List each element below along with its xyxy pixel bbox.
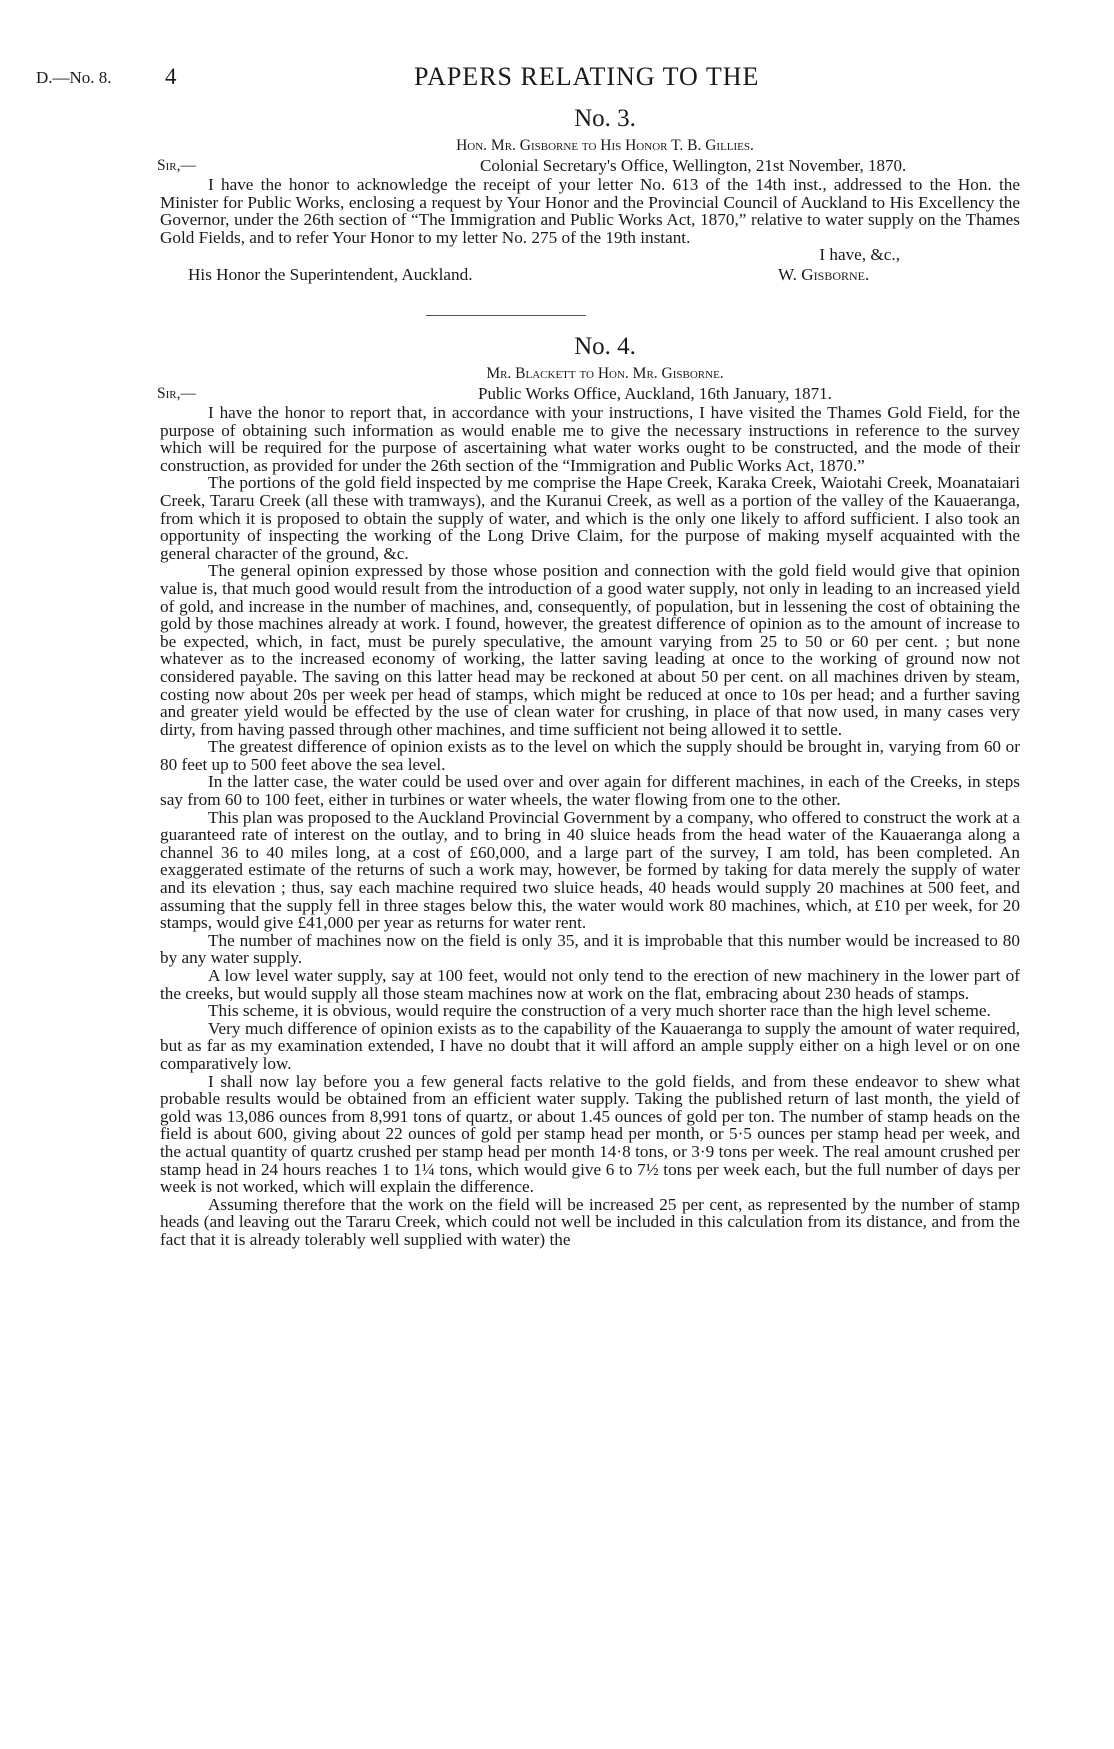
paragraph: Very much difference of opinion exists as to the capability of the Kauaeranga to supply the amount of water required, but as far as my examination extended, I have no doubt that it will afford an ample supply either on a high level or on one comparatively low. [160,1018,1020,1073]
letter-no-4 [157,332,1020,1249]
letter-body [160,404,1020,1249]
dateline: Public Works Office, Auckland, 16th January, 1871. [478,384,832,403]
paper-reference: D.—No. 8. [36,68,112,87]
dateline: Colonial Secretary's Office, Wellington, 21st November, 1870. [480,156,907,175]
paragraph: I have the honor to report that, in accordance with your instructions, I have visited the Thames Gold Field, for the purpose of obtaining such information as would enable me to give the necessary instructions in reference to the survey which will be required for the purpose of ascertaining what water works ought to be constructed, and the mode of their construction, as provided for under the 26th section of the “Immigration and Public Works Act, 1870.” [160,403,1020,475]
letter-number: No. 3. [574,105,636,132]
paragraph: This scheme, it is obvious, would require the construction of a very much shorter race than the high level scheme. [208,1001,991,1021]
closing-row [160,264,1020,286]
paragraph: The general opinion expressed by those whose position and connection with the gold field would give that opinion value is, that much good would result from the introduction of a good water supply, not only in leading to an increased yield of gold, and increase in the number of machines, and, consequently, of population, but in lessening the cost of obtaining the gold by those machines already at work. I found, however, the greatest difference of opinion as to the amount of increase to be expected, which, in fact, must be purely speculative, the amount varying from 25 to 50 or 60 per cent. ; but none whatever as to the increased economy of working, the latter saving leading at once to the working of ground now not considered payable. The saving on this latter head may be reckoned at about 50 per cent. on all machines driven by steam, costing now about 20s per week per head of stamps, which might be reduced at once to 10s per head; and a further saving and greater yield would be effected by the use of clean water for crushing, in place of that now used, in many cases very dirty, from having passed through other machines, and time sufficient not being allowed it to settle. [160,561,1020,739]
paragraph: The greatest difference of opinion exists as to the level on which the supply should be brought in, varying from 60 or 80 feet up to 500 feet above the sea level. [160,737,1020,774]
paragraph: This plan was proposed to the Auckland Provincial Government by a company, who offered to construct the work at a guaranteed rate of interest on the outlay, and to bring in 40 sluice heads from the head water of the Kauaeranga along a channel 36 to 40 miles long, at a cost of £60,000, and a large part of the survey, I am told, has been completed. An exaggerated estimate of the returns of such a work may, however, be formed by taking for data merely the supply of water and its elevation ; thus, say each machine required two sluice heads, 40 heads would supply 20 machines at 500 feet, and assuming that the supply fell in three stages below this, the water would work 80 machines, which, at £10 per week, for 20 stamps, would give £41,000 per year as returns for water rent. [160,807,1020,933]
letter-body [160,176,1020,246]
signature: W. Gisborne. [778,264,870,284]
salutation: Sir,— [157,157,196,174]
page-number: 4 [165,64,177,89]
letter-number: No. 4. [574,333,636,360]
paragraph: A low level water supply, say at 100 feet, would not only tend to the erection of new machinery in the lower part of the creeks, but would supply all those steam machines now at work on the flat, embracing about 230 heads of stamps. [160,966,1020,1003]
paragraph: In the latter case, the water could be used over and over again for different machines, in each of the Creeks, in steps say from 60 to 100 feet, either in turbines or water wheels, the water flowing from one to the other. [160,772,1020,810]
salutation-line [157,384,1020,404]
running-title: PAPERS RELATING TO THE [414,62,760,91]
paragraph: Assuming therefore that the work on the field will be increased 25 per cent, as represented by the number of stamp heads (and leaving out the Tararu Creek, which could not well be included in this calculation from its distance, and from the fact that it is already tolerably well supplied with water) the [160,1194,1020,1249]
closing: I have, &c., [819,245,900,265]
paragraph: I shall now lay before you a few general facts relative to the gold fields, and from these endeavor to shew what probable results would be obtained from an efficient water supply. Taking the published return of last month, the yield of gold was 13,086 ounces from 8,991 tons of quartz, or about 1.45 ounces of gold per ton. The number of stamp heads on the field is about 600, giving about 22 ounces of gold per stamp head per month, or 5·5 ounces per stamp head per week, and the actual quantity of quartz crushed per stamp head per month 14·8 tons, or 3·9 tons per week. The real amount crushed per stamp head in 24 hours reaches 1 to 1¼ tons, which would give 6 to 7½ tons per week each, but the full number of days per week is not worked, which will explain the difference. [160,1071,1020,1197]
paragraph: The number of machines now on the field is only 35, and it is improbable that this number would be increased to 80 by any water supply. [160,930,1020,968]
letter-parties: Mr. Blackett to Hon. Mr. Gisborne. [486,365,724,382]
paragraph: The portions of the gold field inspected by me comprise the Hape Creek, Karaka Creek, Waiotahi Creek, Moanataiari Creek, Tararu Creek (all these with tramways), and the Kuranui Creek, as well as a portion of the valley of the Kauaeranga, from which it is proposed to obtain the supply of water, and which is the only one likely to afford sufficient. I also took an opportunity of inspecting the working of the Long Drive Claim, for the purpose of making myself acquainted with the general character of the ground, &c. [160,473,1020,563]
addressee: His Honor the Superintendent, Auckland. [188,264,473,284]
running-header [0,62,1114,92]
paragraph: I have the honor to acknowledge the receipt of your letter No. 613 of the 14th inst., addressed to the Hon. the Minister for Public Works, enclosing a request by Your Honor and the Provincial Council of Auckland to His Excellency the Governor, under the 26th section of “The Immigration and Public Works Act, 1870,” relative to water supply on the Thames Gold Fields, and to refer Your Honor to my letter No. 275 of the 19th instant. [160,175,1020,247]
letter-no-3 [157,104,1020,286]
letter-parties: Hon. Mr. Gisborne to His Honor T. B. Gillies. [456,137,754,154]
section-divider [426,315,586,316]
salutation: Sir,— [157,385,196,402]
salutation-line [157,156,1020,176]
